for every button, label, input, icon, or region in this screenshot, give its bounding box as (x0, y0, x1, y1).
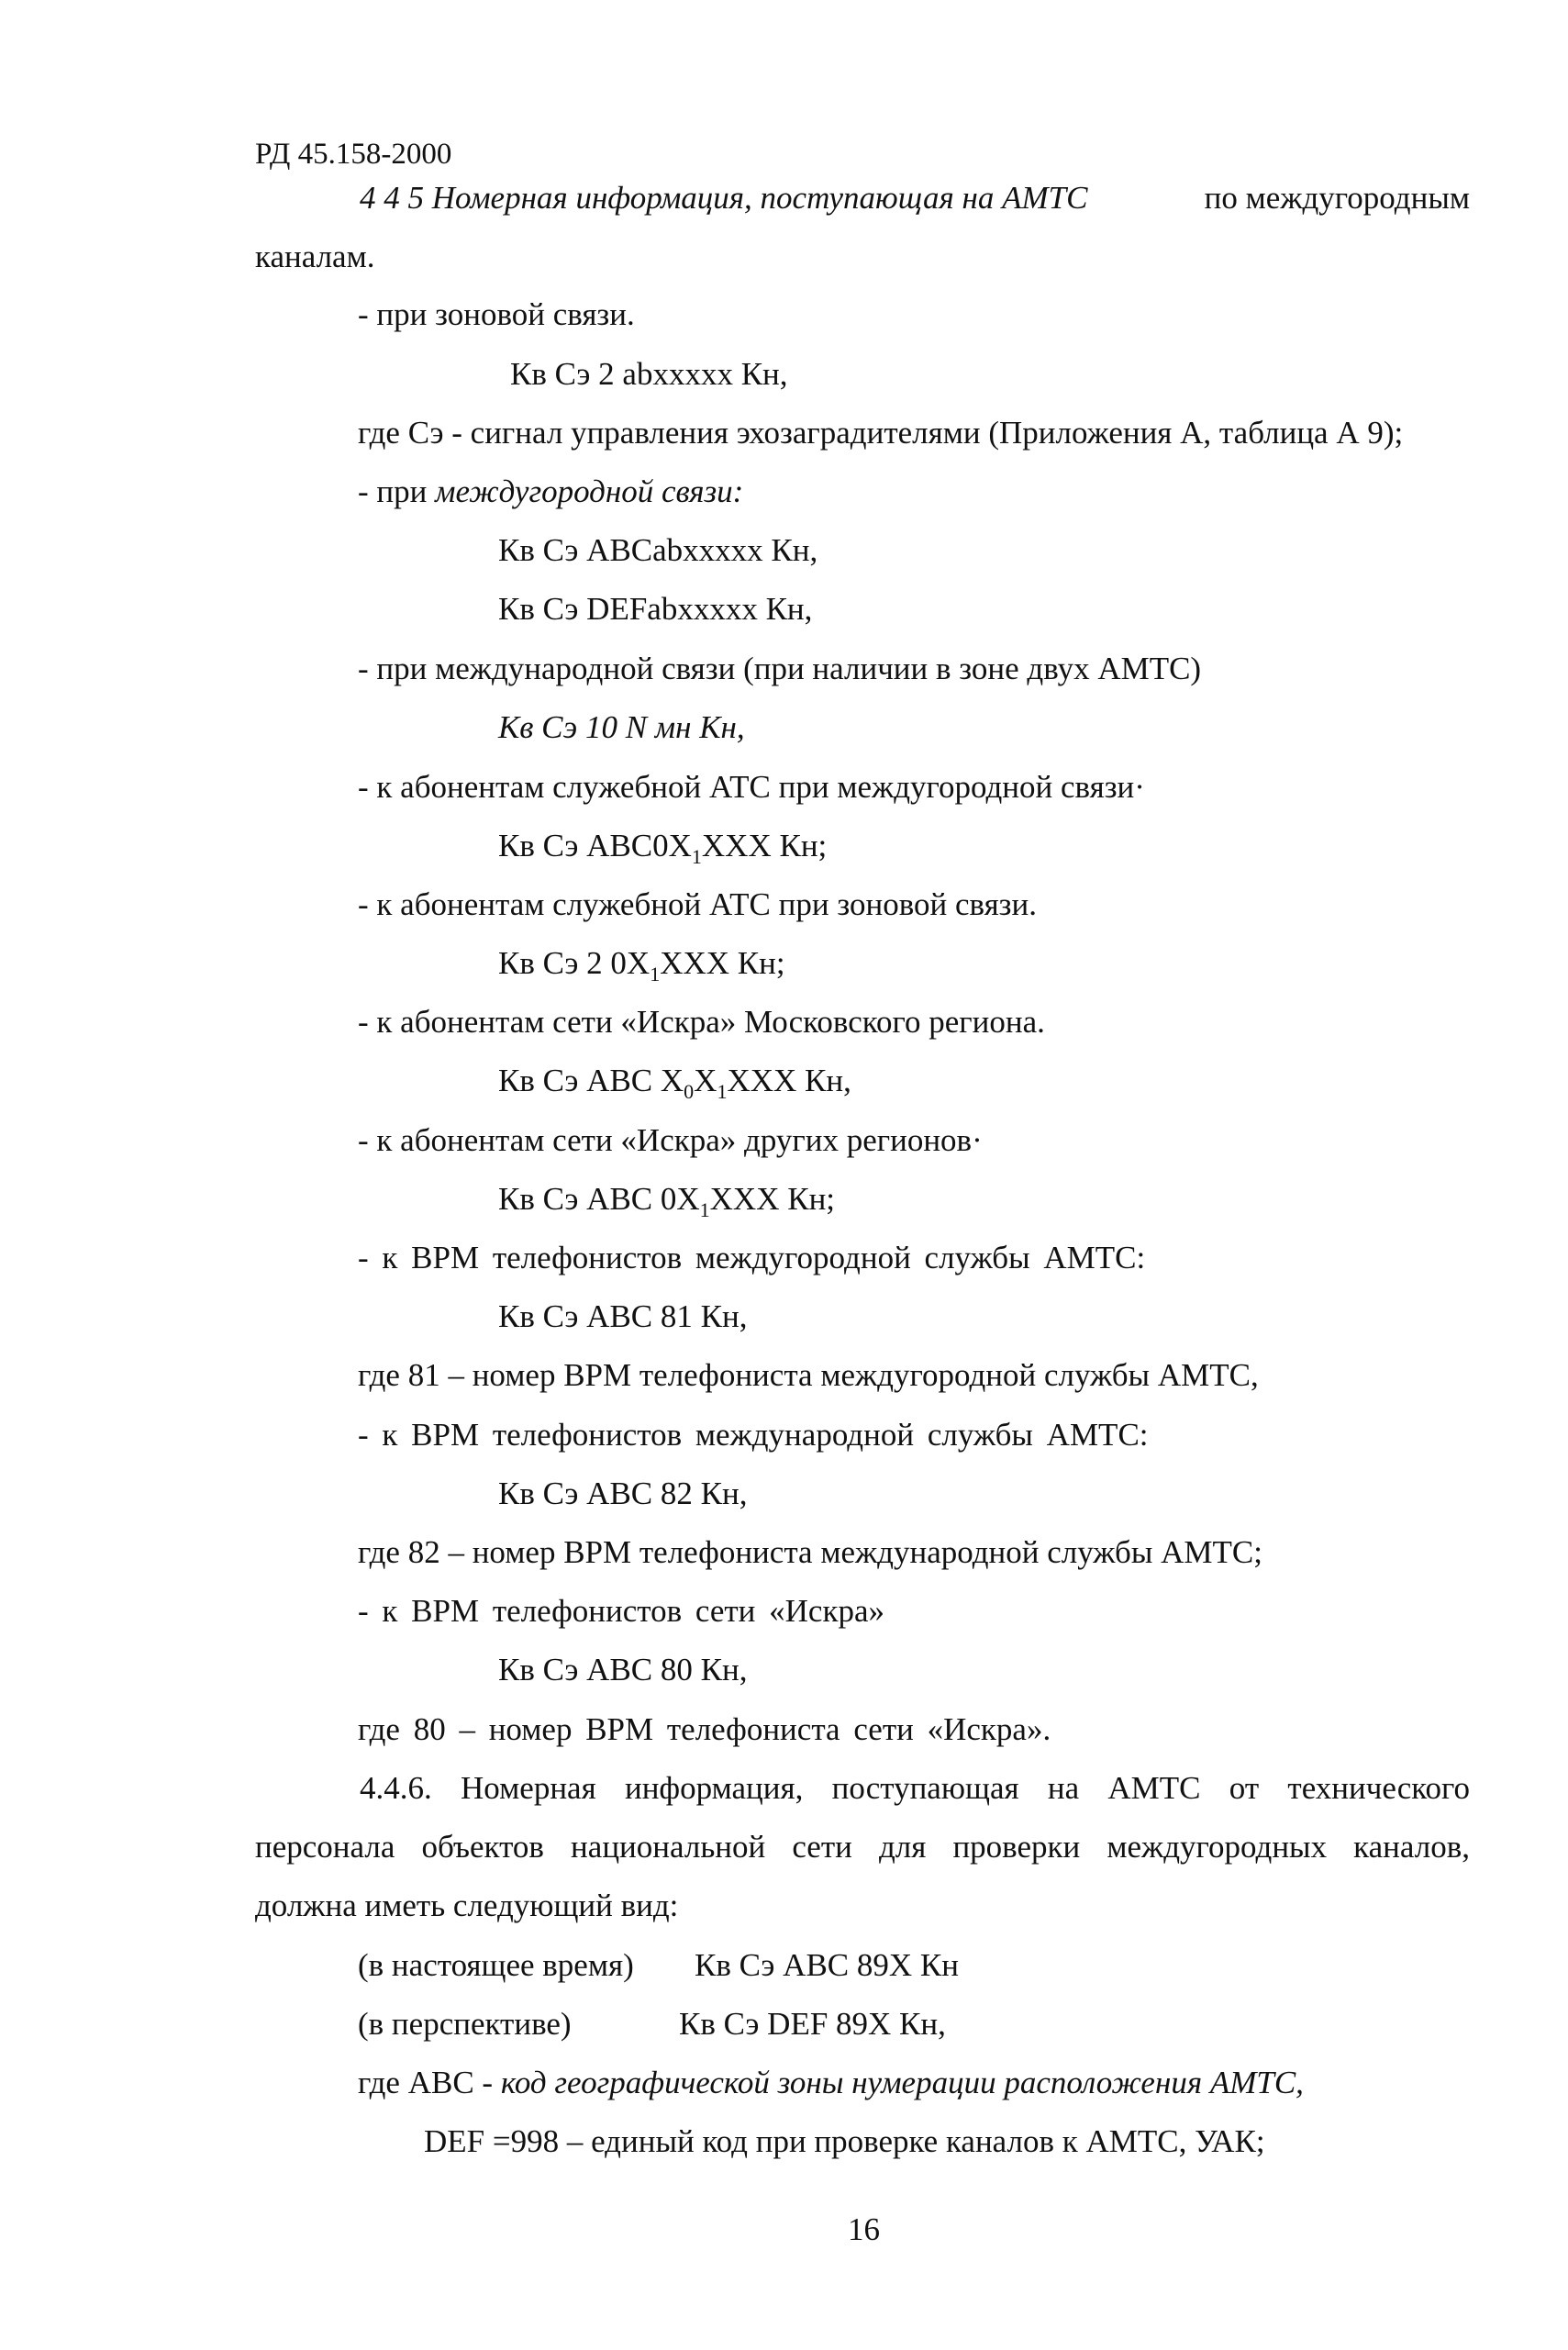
service-zone-label: - к абонентам служебной АТС при зоновой связи. (358, 886, 1037, 922)
check-where-note (358, 2066, 1304, 2099)
check-where-prefix: где ABC - (358, 2065, 501, 2100)
section-445-title-text: Номерная информация, поступающая на АМТС (431, 180, 1088, 216)
section-445-number: 4 4 5 (360, 180, 424, 216)
wpm-iskra-note: где 80 – номер ВРМ телефониста сети «Искра». (358, 1711, 1051, 1747)
zone-note: где Сэ - сигнал управления эхозаградителями (Приложения А, таблица А 9); (358, 415, 1404, 451)
wpm-intercity-note: где 81 – номер ВРМ телефониста междугородной службы АМТС, (358, 1357, 1259, 1393)
intercity-label-text: междугородной связи: (435, 473, 744, 509)
check-future-label: (в перспективе) (358, 2006, 572, 2042)
iskra-other-label: - к абонентам сети «Искра» других регионов· (358, 1122, 983, 1158)
zone-label: - при зоновой связи. (358, 296, 635, 332)
wpm-iskra-label: - к ВРМ телефонистов сети «Искра» (358, 1593, 885, 1629)
wpm-iskra-formula: Кв Сэ ABC 80 Кн, (498, 1652, 748, 1687)
wpm-intercity-label: - к ВРМ телефонистов междугородной службы АМТС: (358, 1240, 1146, 1275)
formula-subscript: 1 (717, 1080, 728, 1103)
zone-formula: Кв Сэ 2 abxxxxx Кн, (510, 356, 788, 392)
intercity-formula-2: Кв Сэ DEFabxxxxx Кн, (498, 591, 813, 627)
wpm-international-formula: Кв Сэ ABC 82 Кн, (498, 1476, 748, 1511)
formula-part: XXX Кн, (727, 1063, 851, 1098)
service-intercity-label: - к абонентам служебной АТС при междугородной связи· (358, 769, 1145, 805)
intercity-label (358, 475, 743, 507)
section-445-title-continuation: каналам. (255, 239, 375, 274)
check-where-text: код географической зоны нумерации расположения АМТС, (500, 2065, 1304, 2100)
formula-part: XXX Кн; (701, 828, 828, 863)
check-future-formula: Кв Сэ DEF 89X Кн, (679, 2006, 946, 2042)
wpm-intercity-formula: Кв Сэ ABC 81 Кн, (498, 1298, 748, 1334)
iskra-moscow-label: - к абонентам сети «Искра» Московского региона. (358, 1004, 1045, 1040)
check-now-formula: Кв Сэ ABC 89X Кн (695, 1947, 959, 1983)
section-446-line-3: должна иметь следующий вид: (255, 1888, 679, 1923)
formula-part: X (694, 1063, 717, 1098)
section-445-title (360, 182, 1087, 214)
page-number: 16 (848, 2211, 880, 2247)
formula-part: Кв Сэ ABC X (498, 1063, 684, 1098)
service-intercity-formula (498, 830, 827, 867)
formula-subscript: 1 (691, 845, 702, 868)
iskra-other-formula (498, 1183, 835, 1220)
formula-subscript: 0 (684, 1080, 695, 1103)
check-def-note: DEF =998 – единый код при проверке каналов к АМТС, УАК; (424, 2123, 1265, 2159)
formula-part: Кв Сэ ABC 0X (498, 1181, 700, 1217)
formula-part: Кв Сэ 2 0X (498, 945, 651, 981)
service-zone-formula (498, 947, 785, 985)
formula-part: XXX Кн; (660, 945, 785, 981)
international-label: - при международной связи (при наличии в зоне двух АМТС) (358, 651, 1202, 686)
formula-part: Кв Сэ ABC0X (498, 828, 692, 863)
formula-subscript: 1 (699, 1198, 710, 1221)
section-446-line-1: 4.4.6. Номерная информация, поступающая на АМТС от технического (360, 1770, 1470, 1806)
intercity-dash: - при (358, 473, 436, 509)
wpm-international-note: где 82 – номер ВРМ телефониста международной службы АМТС; (358, 1534, 1262, 1570)
section-445-heading (360, 182, 1470, 214)
section-446-line-2: персонала объектов национальной сети для проверки междугородных каналов, (255, 1829, 1470, 1865)
section-445-title-tail: по междугородным (1204, 180, 1470, 216)
document-code: РД 45.158-2000 (255, 138, 452, 171)
intercity-formula-1: Кв Сэ ABCabxxxxx Кн, (498, 532, 818, 568)
formula-subscript: 1 (650, 963, 661, 986)
formula-part: XXX Кн; (709, 1181, 836, 1217)
wpm-international-label: - к ВРМ телефонистов международной службы АМТС: (358, 1417, 1149, 1453)
iskra-moscow-formula (498, 1064, 851, 1102)
check-now-label: (в настоящее время) (358, 1947, 634, 1983)
international-formula: Кв Сэ 10 N мн Кн, (498, 709, 745, 745)
